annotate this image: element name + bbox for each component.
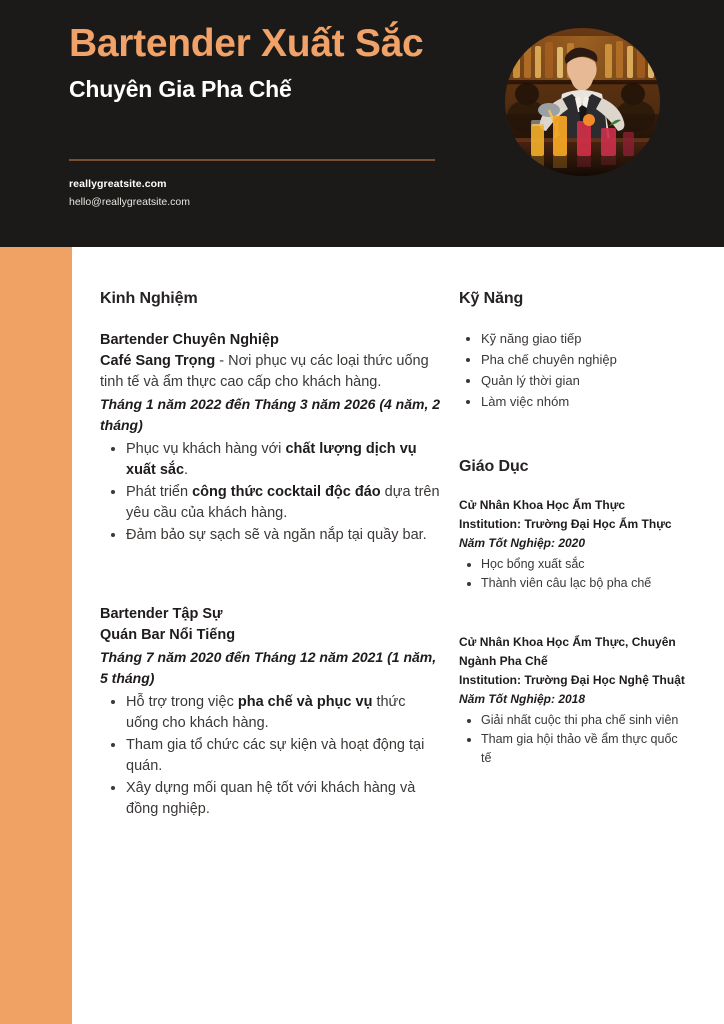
accent-stripe [0, 247, 72, 1024]
section-title-education: Giáo Dục [459, 458, 529, 475]
job-bullet [126, 778, 440, 820]
education-bullet: • Giải nhất cuộc thi pha chế sinh viên [481, 711, 691, 730]
sidebar-column [459, 290, 691, 768]
experience-entry [100, 604, 440, 820]
job-company-line [100, 351, 440, 393]
bullet-text-pre: Phục vụ khách hàng với [126, 441, 286, 457]
education-degree: Cử Nhân Khoa Học Ẩm Thực, Chuyên Ngành Pha Chế [459, 635, 676, 668]
header-text-block [69, 22, 439, 104]
section-title-skills: Kỹ Năng [459, 290, 524, 307]
education-institution: Institution: Trường Đại Học Nghệ Thuật [459, 673, 685, 687]
skill-item: • Làm việc nhóm [481, 391, 691, 412]
experience-column [100, 290, 440, 821]
bullet-text-bold: pha chế và phục vụ [237, 694, 373, 710]
experience-entry [100, 330, 440, 546]
bartender-photo-illustration [505, 28, 660, 176]
bullet-text-bold: công thức cocktail độc đáo [192, 484, 381, 500]
job-company-description: - Nơi phục vụ các loại thức uống tinh tế và ẩm thực cao cấp cho khách hàng. [100, 353, 429, 390]
skill-item: • Kỹ năng giao tiếp [481, 328, 691, 349]
job-dates: Tháng 1 năm 2022 đến Tháng 3 năm 2026 (4 năm, 2 tháng) [100, 396, 441, 433]
job-bullet [126, 692, 440, 734]
bullet-text-post: . [184, 462, 189, 478]
contact-block [69, 176, 429, 210]
bullet-text-bold: chất lượng dịch vụ xuất sắc [126, 441, 417, 478]
job-title: Bartender Tập Sự [100, 606, 223, 622]
education-entry [459, 633, 691, 768]
job-bullet [126, 482, 440, 524]
skill-item: • Quản lý thời gian [481, 370, 691, 391]
bullet-text-post: dựa trên yêu cầu của khách hàng. [126, 484, 440, 521]
education-bullet-list [459, 711, 691, 768]
skill-item: • Pha chế chuyên nghiệp [481, 349, 691, 370]
sidebar-spacer [459, 613, 691, 633]
bullet-text-pre: Xây dựng mối quan hệ tốt với khách hàng và đồng nghiệp. [126, 780, 416, 817]
page-title: Bartender Xuất Sắc [69, 22, 424, 65]
education-year: Năm Tốt Nghiệp: 2020 [459, 536, 586, 550]
job-title: Bartender Chuyên Nghiệp [100, 332, 279, 348]
skills-list [459, 328, 691, 412]
education-institution: Institution: Trường Đại Học Ẩm Thực [459, 517, 672, 531]
bullet-text-post: thức uống cho khách hàng. [126, 694, 406, 731]
education-bullet-list [459, 555, 691, 593]
job-bullet-list [100, 692, 440, 820]
column-spacer [100, 570, 440, 604]
education-entry [459, 496, 691, 593]
bullet-text-pre: Phát triển [126, 484, 193, 500]
header-divider [69, 159, 435, 161]
job-company-name: Café Sang Trọng [100, 353, 216, 369]
education-bullet: • Thành viên câu lạc bộ pha chế [481, 574, 691, 593]
contact-email[interactable]: hello@reallygreatsite.com [69, 196, 190, 208]
contact-website[interactable]: reallygreatsite.com [69, 178, 167, 190]
job-company-line [100, 625, 440, 646]
education-bullet: • Tham gia hội thảo về ẩm thực quốc tế [481, 730, 691, 768]
resume-header [0, 0, 724, 247]
job-dates: Tháng 7 năm 2020 đến Tháng 12 năm 2021 (1 năm, 5 tháng) [100, 649, 437, 686]
bullet-text-pre: Hỗ trợ trong việc [126, 694, 238, 710]
job-bullet-list [100, 439, 440, 546]
job-bullet [126, 439, 440, 481]
education-degree: Cử Nhân Khoa Học Ẩm Thực [459, 498, 626, 512]
job-bullet [126, 525, 440, 546]
job-company-name: Quán Bar Nổi Tiếng [100, 627, 236, 643]
sidebar-spacer [459, 412, 691, 458]
bullet-text-pre: Đảm bảo sự sạch sẽ và ngăn nắp tại quầy bar. [126, 527, 427, 543]
job-bullet [126, 735, 440, 777]
job-role-subtitle: Chuyên Gia Pha Chế [69, 76, 292, 102]
education-bullet: • Học bổng xuất sắc [481, 555, 691, 574]
education-year: Năm Tốt Nghiệp: 2018 [459, 692, 586, 706]
profile-photo [505, 28, 660, 176]
bullet-text-pre: Tham gia tổ chức các sự kiện và hoạt động tại quán. [126, 737, 425, 774]
section-title-experience: Kinh Nghiệm [100, 290, 198, 307]
